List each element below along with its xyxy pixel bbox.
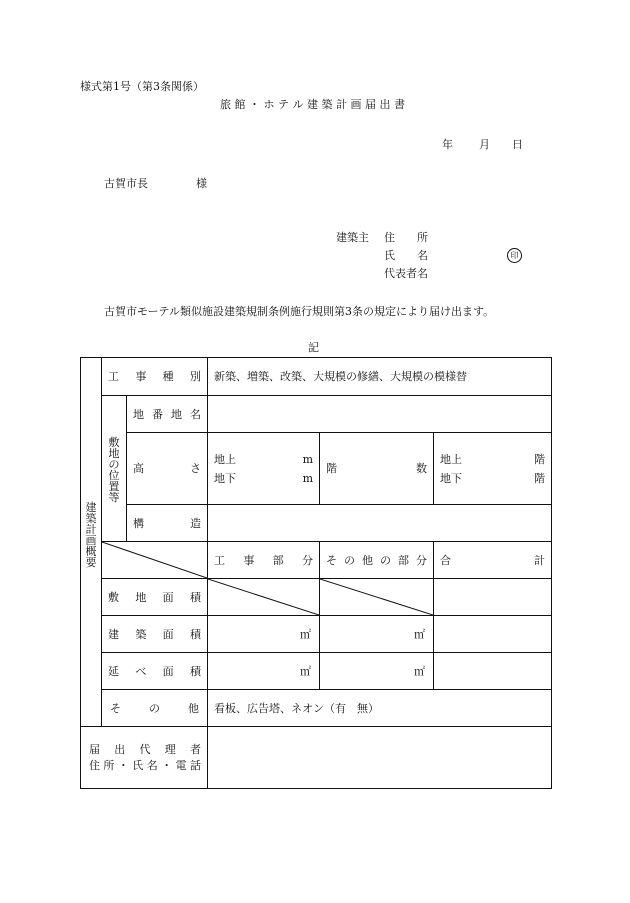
nobe-koji-cell: ㎡ [208, 653, 320, 690]
site-group-label: 敷 地 の 位 置 等 [108, 435, 120, 504]
koji-shubetsu-label: 工 事 種 別 [102, 358, 208, 396]
kenchiku-menseki-label: 建 築 面 積 [102, 616, 208, 653]
header-diagonal-cell [102, 542, 208, 579]
agent-value [208, 727, 552, 789]
address-label: 住 所 [384, 231, 428, 244]
diagonal-line [102, 542, 207, 578]
kozo-label: 構 造 [127, 505, 208, 542]
statement: 古賀市モーテル類似施設建築規制条例施行規則第3条の規定により届け出ます。 [104, 305, 495, 318]
shikichi-menseki-label: 敷 地 面 積 [102, 579, 208, 616]
shikichi-sonota-cell [320, 579, 434, 616]
chiban-label: 地 番 地 名 [127, 396, 208, 433]
nobe-gokei-cell [434, 653, 552, 690]
koji-shubetsu-value: 新築、増築、改築、大規模の修繕、大規模の模様替 [208, 358, 552, 396]
form-id: 様式第1号（第3条関係） [80, 80, 204, 93]
shikichi-gokei-cell [434, 579, 552, 616]
date-day: 日 [512, 138, 523, 151]
sonota-value: 看板、広告塔、ネオン（有 無） [208, 690, 552, 727]
ki-mark: 記 [308, 341, 319, 354]
date-month: 月 [479, 138, 490, 151]
kenchiku-koji-cell: ㎡ [208, 616, 320, 653]
shikichi-koji-cell [208, 579, 320, 616]
kozo-value [208, 505, 552, 542]
kenchiku-sonota-cell: ㎡ [320, 616, 434, 653]
name-label: 氏 名 [384, 249, 428, 262]
document-title: 旅 館 ・ ホ テ ル 建 築 計 画 届 出 書 [220, 98, 405, 111]
site-group-label-cell [102, 396, 127, 542]
nobe-menseki-label: 延 べ 面 積 [102, 653, 208, 690]
diagonal-line [208, 579, 319, 615]
col-gokei-header: 合 計 [434, 542, 552, 579]
date-year: 年 [442, 138, 453, 151]
representative-label: 代表者名 [384, 267, 428, 280]
kai-label: 階 数 [320, 433, 434, 505]
kenchiku-gokei-cell [434, 616, 552, 653]
side-label: 建 築 計 画 概 要 [85, 500, 97, 569]
plan-summary-table [80, 357, 552, 789]
addressee-name: 古賀市長 [104, 177, 148, 190]
agent-label: 届 出 代 理 者 住 所 ・ 氏 名 ・ 電 話 [81, 727, 208, 789]
col-sonota-header: そ の 他 の 部 分 [320, 542, 434, 579]
side-label-cell [81, 358, 102, 727]
sonota-label: そ の 他 [102, 690, 208, 727]
applicant-role: 建築主 [336, 231, 369, 244]
addressee-honorific: 様 [196, 177, 207, 190]
col-koji-header: 工 事 部 分 [208, 542, 320, 579]
chiban-value [208, 396, 552, 433]
nobe-sonota-cell: ㎡ [320, 653, 434, 690]
seal-mark: 印 [507, 248, 522, 263]
kai-value: 地上 階 地下 階 [434, 433, 552, 505]
takasa-value: 地上 m 地下 m [208, 433, 320, 505]
takasa-label: 高 さ [127, 433, 208, 505]
diagonal-line [320, 579, 433, 615]
